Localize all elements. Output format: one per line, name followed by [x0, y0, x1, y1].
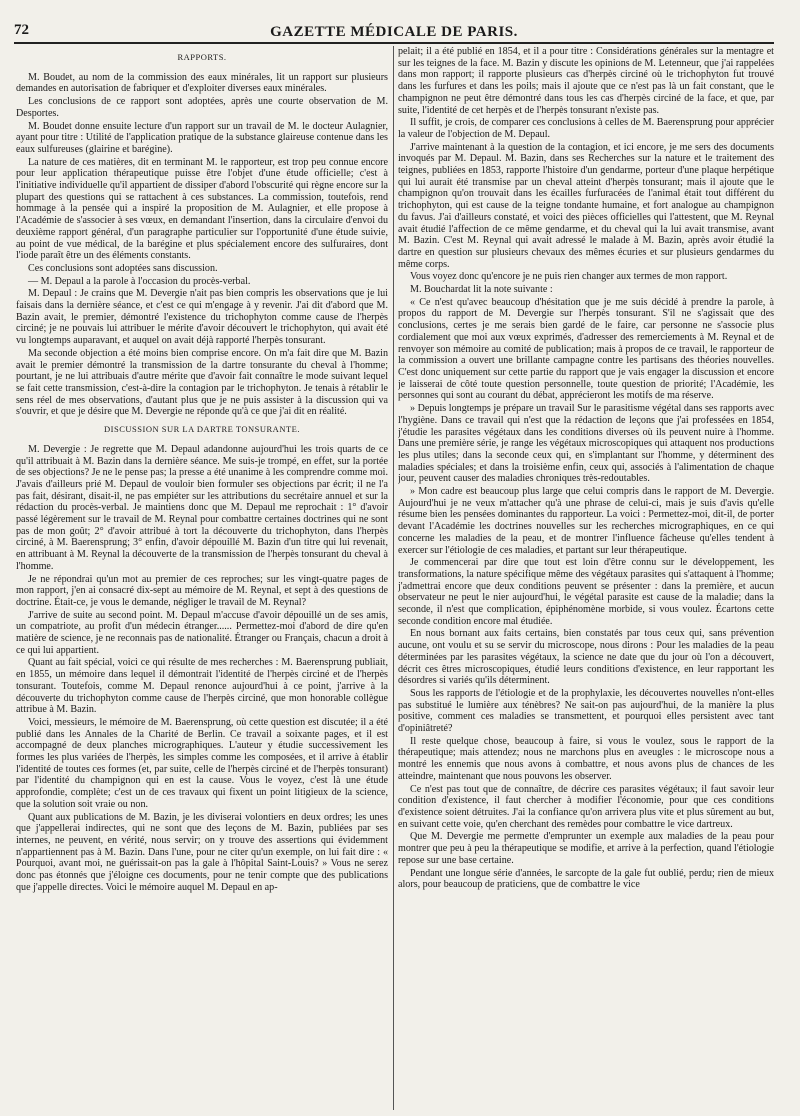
paragraph: Je commencerai par dire que tout est loin d'être connu sur le développement, les transformations, la nature spécifique même des végétaux parasites qui s'attaquent à l'homme; j'admettrai encore que deux conditions peuvent se présenter : dans la première, et aucun observateur ne peut le nier aujourd'hui, le végétal parasite est cause de la maladie; dans la seconde, il n'est que complication, épiphénomène morbide, si vous voulez. Écartons cette seconde condition encore mal étudiée.: [398, 557, 774, 627]
paragraph: En nous bornant aux faits certains, bien constatés par tous ceux qui, sans prévention aucune, ont voulu et su se servir du microscope, nous dirons : Pour les maladies de la peau déterminées par les parasites végétaux, la science ne date que du jour où l'on a découvert, décrit ces êtres microscopiques, étudié leurs conditions d'existence, en leur rapportant les désordres si variés qu'ils déterminent.: [398, 628, 774, 687]
paragraph: Voici, messieurs, le mémoire de M. Baerensprung, où cette question est discutée; il a été publié dans les Annales de la Charité de Berlin. Ce travail a soixante pages, et il est accompagné de deux planches micrographiques. L'auteur y étudie successivement les formes les plus variées de l'herpès, les simples comme les composées, et il arrive à établir l'identité de toutes ces formes (et, par suite, celle de l'herpès circiné et de l'herpès tonsurant) par l'identité du champignon qui en est la cause. Vous le voyez, c'est là une étude approfondie, complète; c'est un de ces travaux qui fixent un point litigieux de la science, que la solution soit vraie ou non.: [16, 716, 388, 810]
paragraph: M. Boudet, au nom de la commission des eaux minérales, lit un rapport sur plusieurs demandes en autorisation de fabriquer et d'exploiter diverses eaux minérales.: [16, 71, 388, 95]
paragraph: Ces conclusions sont adoptées sans discussion.: [28, 262, 218, 274]
page-number: 72: [14, 22, 29, 38]
page-header: [14, 14, 774, 42]
paragraph: J'arrive maintenant à la question de la contagion, et ici encore, je me sers des documents invoqués par M. Depaul. M. Bazin, dans ses Recherches sur la nature et le traitement des teignes, publiées en 1853, rapporte l'histoire d'un gendarme, porteur d'une plaque herpétique qui lui aurait été transmise par un cheval atteint d'herpès tonsurant; mais il ajoute que le champignon qu'on trouvait dans les écailles furfuracées de l'animal était tout différent du trichophyton, qui est cause de la teigne tondante humaine, et fort analogue au champignon du favus. J'ai d'ailleurs constaté, et voici des pièces officielles qui l'attestent, que M. Reynal avait étudié l'affection de ce même gendarme, et du cheval qui la lui avait transmise, avant M. Bazin. C'est M. Reynal qui avait adressé le malade à M. Bazin, après avoir étudié la dartre en question sur plusieurs chevaux des mêmes écuries et sur plusieurs gendarmes du même corps.: [398, 141, 774, 270]
paragraph: Pendant une longue série d'années, le sarcopte de la gale fut oublié, perdu; rien de mieux alors, pour beaucoup de praticiens, que de combattre le vice: [398, 867, 774, 891]
paragraph: — M. Depaul a la parole à l'occasion du procès-verbal.: [28, 275, 251, 287]
paragraph: Ce n'est pas tout que de connaître, de décrire ces parasites végétaux; il faut savoir leur condition d'existence, il faut chercher à modifier l'économie, pour que ces conditions d'existence soient détruites. J'ai la confiance qu'on arrivera plus vite et plus sûrement au but, en suivant cette voie, qu'en cherchant des remèdes pour combattre le vice dartreux.: [398, 783, 774, 830]
paragraph: Il reste quelque chose, beaucoup à faire, si vous le voulez, sous le rapport de la thérapeutique; mais attendez; nous ne marchons plus en aveugles : le microscope nous a montré les ennemis que nous avons à combattre, et nous avons plus de chances de les atteindre, maintenant que nous pouvons les observer.: [398, 735, 774, 782]
column-divider: [393, 46, 394, 1110]
paragraph: La nature de ces matières, dit en terminant M. le rapporteur, est trop peu connue encore pour leur application thérapeutique puisse être l'objet d'une étude officielle; c'est à l'initiative individuelle qu'il appartient de dissiper d'abord l'obscurité qui règne encore sur la plupart des questions qui se rattachent à ces substances. La commission, toutefois, rend hommage à la pensée qui a inspiré la proposition de M. Aulagnier, et elle propose à l'Académie de s'associer à ses vœux, en demandant l'insertion, dans la circulaire d'envoi du deuxième rapport général, d'un paragraphe particulier sur l'opportunité d'une étude suivie, au point de vue médical, de la barégine et plus spécialement encore des sulfuraires, dont l'iode paraît être un des éléments constants.: [16, 156, 388, 262]
paragraph: « Ce n'est qu'avec beaucoup d'hésitation que je me suis décidé à prendre la parole, à propos du rapport de M. Devergie sur l'herpès tonsurant. S'il ne s'agissait que des conclusions, certes je me serais bien gardé de le faire, car personne ne s'associe plus cordialement que moi aux vœux exprimés, d'adresser des remerciements à M. Reynal et de renvoyer son mémoire au comité de publication; mais à propos de ce travail, le rapporteur de la commission a ouvert une brillante campagne contre les partisans des théories nouvelles. C'est donc uniquement sur cette partie du rapport que je vais engager la discussion et encore je laisserai de côté toute question personnelle, toute question de priorité; l'Académie, les personnes qui sont au courant du débat, apprécieront les motifs de ma réserve.: [398, 296, 774, 402]
section-heading-discussion: DISCUSSION SUR LA DARTRE TONSURANTE.: [104, 424, 300, 435]
paragraph: pelait; il a été publié en 1854, et il a pour titre : Considérations générales sur la mentagre et sur les teignes de la face. M. Bazin y discute les opinions de M. Letenneur, que j'ai rappelées dans mon rapport; il rapporte plusieurs cas d'herpès circiné où le trichophyton fut trouvé dans les furfures et dans les poils; mais il ajoute que ce n'est pas là un fait constant, que le champignon ne peut être démontré dans tous les cas d'herpès circiné de la face, et que, par suite, l'identité de cet herpès et de l'herpès tonsurant n'existe pas.: [398, 46, 774, 116]
paragraph: Les conclusions de ce rapport sont adoptées, après une courte observation de M. Desportes.: [16, 96, 388, 119]
paragraph: Je ne répondrai qu'un mot au premier de ces reproches; sur les vingt-quatre pages de mon rapport, j'en ai consacré dix-sept au mémoire de M. Reynal, et sept à des questions de doctrine. Était-ce, je vous le demande, négliger le travail de M. Reynal?: [16, 573, 388, 608]
right-column: [398, 46, 774, 1112]
paragraph: Sous les rapports de l'étiologie et de la prophylaxie, les découvertes nouvelles n'ont-elles pas substitué le lumière aux ténèbres? Ne sait-on pas aujourd'hui, de la manière la plus positive, comment ces maladies se transmettent, et pourquoi elles persistent avec tant d'opiniâtreté?: [398, 687, 774, 735]
journal-title: GAZETTE MÉDICALE DE PARIS.: [270, 24, 518, 40]
paragraph: Que M. Devergie me permette d'emprunter un exemple aux maladies de la peau pour montrer que peu à peu la thérapeutique se modifie, et arrive à la perfection, quand l'étiologie repose sur une base certaine.: [398, 831, 774, 866]
paragraph: Il suffit, je crois, de comparer ces conclusions à celles de M. Baerensprung pour apprécier la valeur de l'objection de M. Depaul.: [398, 117, 774, 140]
paragraph: » Mon cadre est beaucoup plus large que celui compris dans le rapport de M. Devergie. Aujourd'hui je ne veux m'attacher qu'à une phrase de celui-ci, mais je suis d'avis qu'elle résume bien les pensées dominantes du rapporteur. La voici : Permettez-moi, dit-il, de porter devant l'Académie les doctrines nouvelles sur les recherches micrographiques, en ce qui concerne les maladies de la peau, et de montrer l'influence fâcheuse qu'elles tendent à exercer sur l'étiologie de ces maladies, et partant sur leur thérapeutique.: [398, 486, 774, 556]
section-heading-rapports: RAPPORTS.: [177, 52, 227, 62]
paragraph: M. Bouchardat lit la note suivante :: [410, 284, 553, 296]
paragraph: » Depuis longtemps je prépare un travail Sur le parasitisme végétal dans ses rapports avec l'hygiène. Dans ce travail qui n'est que la rédaction de leçons que j'ai professées en 1854, j'étudie les parasites végétaux dans les conditions diverses où ils peuvent nuire à l'homme. Dans une première série, je range les végétaux microscopiques qui attaquent nos productions les plus utiles; dans la seconde ceux qui, en s'implantant sur l'homme, y déterminent des maladies spéciales; et dans la troisième enfin, ceux qui, associés à l'alimentation de chaque jour, peuvent causer des maladies chroniques très-redoutables.: [398, 403, 774, 485]
paragraph: M. Boudet donne ensuite lecture d'un rapport sur un travail de M. le docteur Aulagnier, ayant pour titre : Utilité de l'application pratique de la substance glaireuse contenue dans les eaux sulfureuses (glairine et barégine).: [16, 120, 388, 155]
header-rule: [14, 42, 774, 44]
paragraph: J'arrive de suite au second point. M. Depaul m'accuse d'avoir dépouillé un de ses amis, un compatriote, au profit d'un médecin étranger...... Permettez-moi d'abord de dire qu'en matière de science, je ne reconnais pas de nationalité. Étranger ou Français, chacun a droit à ce qui lui appartient.: [16, 609, 388, 656]
paragraph: M. Devergie : Je regrette que M. Depaul adandonne aujourd'hui les trois quarts de ce qu'il attribuait à M. Bazin dans la dernière séance. Me suis-je trompé, en effet, sur la portée de ses objections? Je ne le pense pas; la presse a été unanime à les comprendre comme moi. J'avais d'ailleurs prié M. Depaul de vouloir bien formuler ses objections par écrit; il ne l'a pas fait, désirant, disait-il, ne pas empiéter sur les attributions du secrétaire annuel et sur la rédaction du procès-verbal. Je maintiens donc que M. Depaul me reprochait : 1° d'avoir passé légèrement sur le travail de M. Reynal pour combattre certaines doctrines qui ne sont pas de mon goût; 2° d'avoir attribué à tort la découverte du trichophyton, dans l'herpès circiné, à M. Baerensprung; 3° enfin, d'avoir dépouillé M. Bazin d'un titre qui lui revenait, en attribuant à M. Reynal la découverte de la transmission de l'herpès tonsurant du cheval à l'homme.: [16, 443, 388, 572]
paragraph: Quant aux publications de M. Bazin, je les diviserai volontiers en deux ordres; les unes que j'appellerai indirectes, qui ne sont que des leçons de M. Bazin, publiées par ses internes, ne peuvent, en vérité, nous servir; on y trouve des assertions qui évidemment n'appartiennent pas à M. Bazin. Dans l'une, pour ne citer qu'un exemple, on lui fait dire : « Pourquoi, avant moi, ne guérissait-on pas la gale à l'hôpital Saint-Louis? » Vous ne serez donc pas étonnés que j'éloigne ces documents, pour ne tenir compte que des publications que j'appelle directes. Voici le mémoire auquel M. Depaul en ap-: [16, 811, 388, 893]
paragraph: Ma seconde objection a été moins bien comprise encore. On m'a fait dire que M. Bazin avait le premier démontré la transmission de la dartre tonsurante du cheval à l'homme; pourtant, je ne lui attribuais d'autre mérite que d'avoir fait connaître le mode suivant lequel se fait cette transmission, c'est-à-dire la contagion par le trichophyton. Je tenais à rétablir le sens réel de mes observations, d'autant plus que je ne puis assister à la discussion qui va s'ouvrir, et que je désire que M. Devergie ne réponde qu'à ce que j'ai dit en réalité.: [16, 347, 388, 418]
left-column: [16, 46, 388, 1112]
paragraph: Quant au fait spécial, voici ce qui résulte de mes recherches : M. Baerensprung publiait, en 1855, un mémoire dans lequel il démontrait l'identité de l'herpès circiné et de l'herpès tonsurant. Toutefois, comme M. Depaul renonce aujourd'hui à ce point, j'arrive à la découverte du trichophyton comme cause de l'herpès circiné, que mon honorable collègue attribue à M. Bazin.: [16, 657, 388, 716]
paragraph: Vous voyez donc qu'encore je ne puis rien changer aux termes de mon rapport.: [410, 271, 728, 283]
paragraph: M. Depaul : Je crains que M. Devergie n'ait pas bien compris les observations que je lui faisais dans la dernière séance, et c'est ce qui m'engage à y revenir. J'ai dit d'abord que M. Bazin avait, le premier, démontré l'existence du trichophyton comme cause de l'herpès circiné; je ne pouvais lui attribuer le mérite d'avoir découvert le trichophyton, qui avait été vu longtemps auparavant, et auquel on avait déjà rapporté l'herpès tonsurant.: [16, 288, 388, 347]
